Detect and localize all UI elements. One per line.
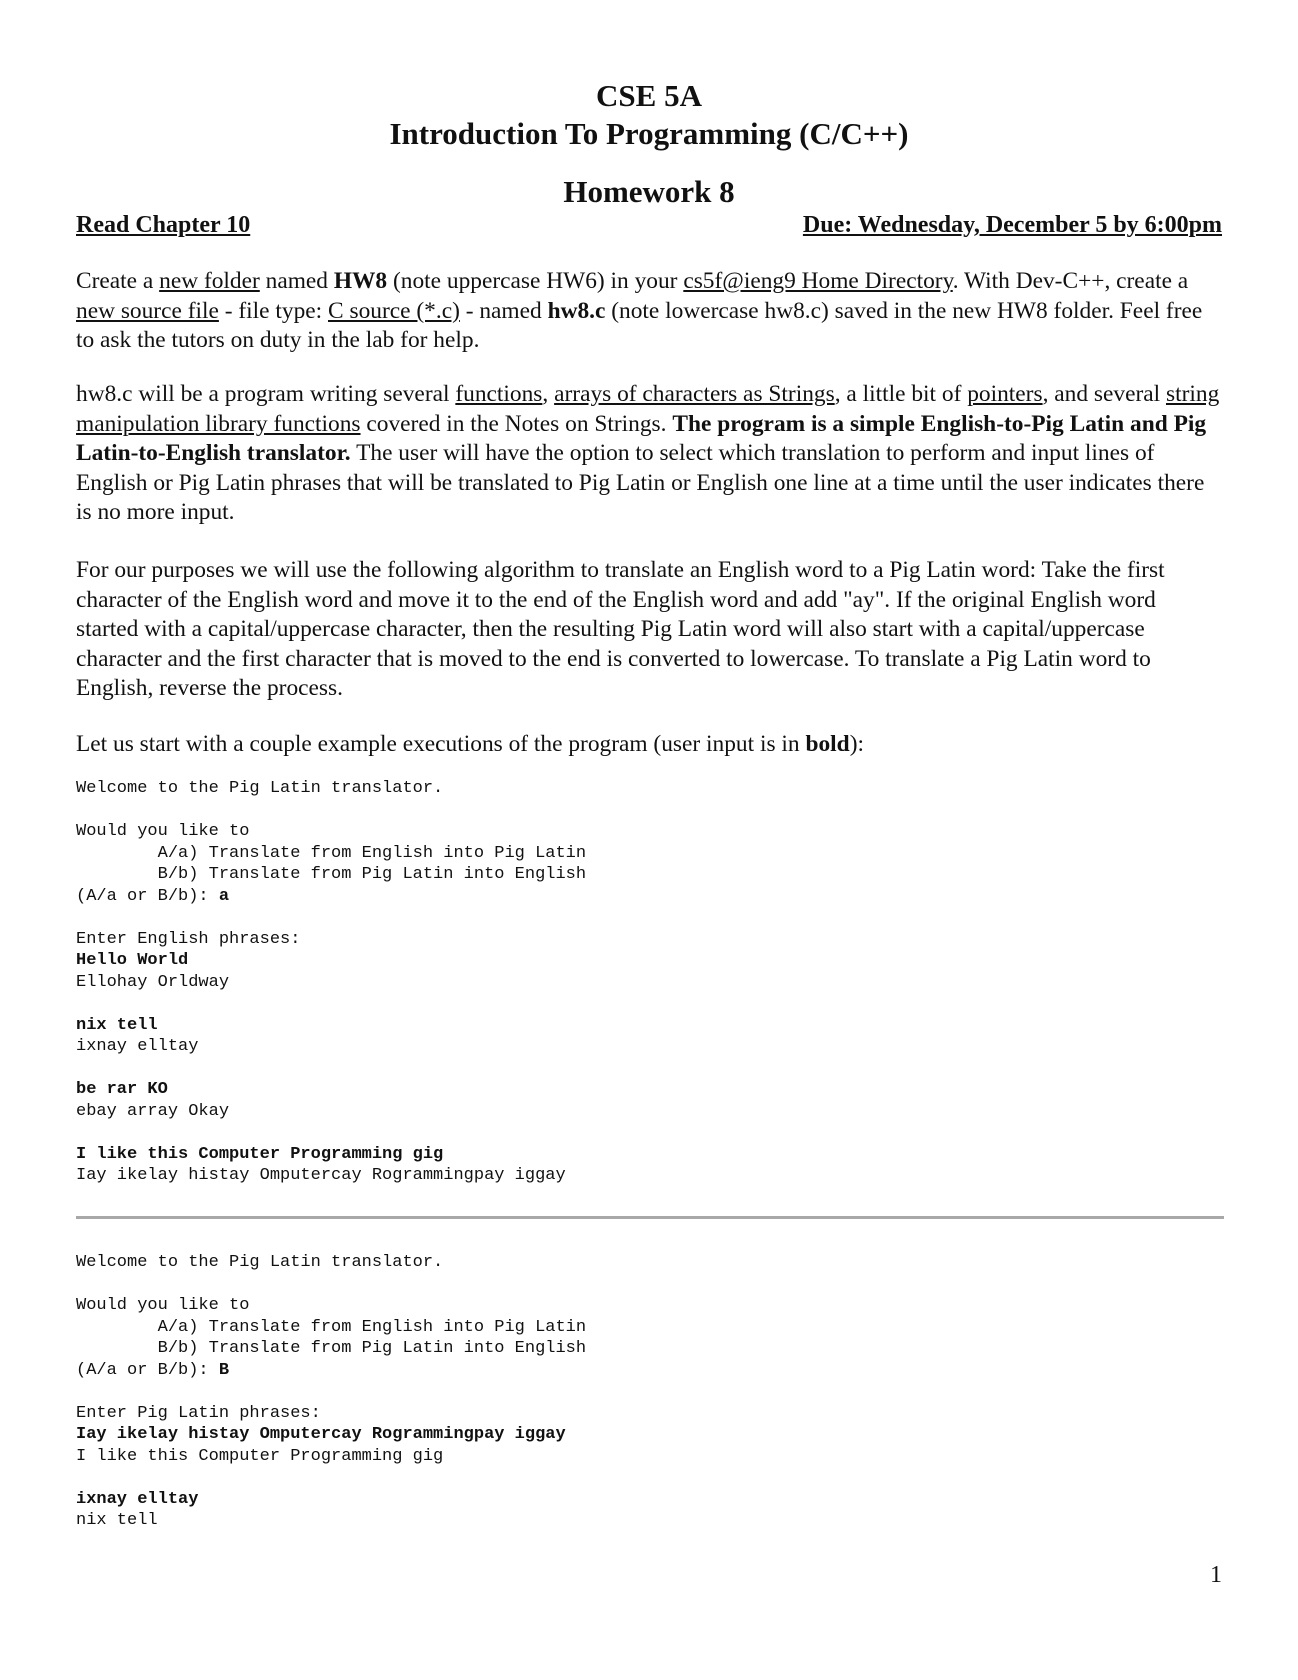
reading-assignment: Read Chapter 10 — [76, 212, 251, 238]
text-span: (note lowercase hw8.c) saved in the new HW8 folder. Feel free to ask the tutors on duty in the lab for help. — [76, 297, 1203, 354]
blank-line — [76, 1381, 586, 1403]
text-span: named — [259, 268, 334, 294]
page-number: 1 — [1210, 1562, 1222, 1588]
file-type-term: C source (*.c) — [328, 297, 460, 324]
file-name: hw8.c — [547, 297, 606, 324]
user-input-line: Iay ikelay histay Omputercay Rogrammingpay iggay — [76, 1425, 566, 1444]
due-date: Due: Wednesday, December 5 by 6:00pm — [802, 212, 1222, 238]
text-span: covered in the Notes on Strings. — [360, 410, 673, 437]
user-choice: a — [218, 886, 230, 906]
text-span: (note uppercase HW6) in your — [387, 268, 684, 294]
arrays-term: arrays of characters as Strings — [554, 381, 835, 407]
user-input-line: nix tell — [76, 1015, 158, 1035]
text-span: - named — [459, 297, 548, 324]
blank-line — [76, 1122, 586, 1144]
program-output-line: Welcome to the Pig Latin translator. — [76, 1253, 444, 1272]
home-directory-term: cs5f@ieng9 Home Directory — [683, 268, 953, 294]
blank-line — [76, 1274, 586, 1296]
text-span: The user will have the option to select which translation to perform and input lines of English or Pig Latin phrases that will be translated to Pig Latin or English one line at a time until the user indicates there is no more input. — [76, 440, 1205, 526]
program-output-line: Welcome to the Pig Latin translator. — [76, 779, 444, 798]
program-output-line: Iay ikelay histay Omputercay Rogrammingpay iggay — [76, 1166, 566, 1185]
text-span: . With Dev-C++, create a — [952, 268, 1189, 294]
new-source-file-term: new source file — [76, 297, 219, 324]
blank-line — [76, 1467, 586, 1489]
functions-term: functions — [455, 381, 543, 407]
text-span: , and several — [1042, 381, 1166, 407]
program-output-line: A/a) Translate from English into Pig Latin — [76, 843, 587, 863]
new-folder-term: new folder — [159, 268, 260, 294]
program-output-line: nix tell — [76, 1511, 158, 1530]
setup-paragraph — [76, 267, 1224, 356]
assignment-title: Homework 8 — [563, 174, 735, 209]
examples-intro-paragraph — [76, 730, 1224, 760]
program-output-line: Ellohay Orldway — [76, 972, 230, 992]
user-input-line: I like this Computer Programming gig — [76, 1144, 444, 1164]
program-output-line: (A/a or B/b): a — [76, 886, 230, 906]
program-output-line: Would you like to — [76, 1296, 250, 1315]
program-output-line: Enter Pig Latin phrases: — [76, 1403, 321, 1423]
program-output-line: B/b) Translate from Pig Latin into English — [76, 1339, 587, 1358]
course-title: Introduction To Programming (C/C++) — [389, 116, 909, 151]
folder-name: HW8 — [333, 268, 388, 294]
bold-word: bold — [805, 731, 850, 757]
program-output-line: Enter English phrases: — [76, 929, 301, 949]
program-output-line: ebay array Okay — [76, 1101, 230, 1121]
user-input-line: ixnay elltay — [76, 1489, 199, 1509]
user-input-line: Hello World — [76, 951, 189, 970]
program-output-line: I like this Computer Programming gig — [76, 1446, 444, 1466]
text-span: , a little bit of — [834, 381, 968, 407]
pointers-term: pointers — [967, 381, 1043, 407]
course-code: CSE 5A — [596, 78, 702, 113]
program-output-line: B/b) Translate from Pig Latin into English — [76, 865, 587, 884]
text-span: Let us start with a couple example executions of the program (user input is in — [76, 731, 806, 757]
text-span: - file type: — [218, 297, 329, 324]
blank-line — [76, 1058, 586, 1080]
text-span: Create a — [76, 268, 160, 294]
text-span: ): — [849, 731, 864, 757]
string-library-term: string manipulation library functions — [76, 381, 1220, 437]
example-run-english-to-pig-latin — [76, 778, 586, 1187]
algorithm-paragraph: For our purposes we will use the following algorithm to translate an English word to a Pig Latin word: Take the first character of the English word and move it to the end of the English word and add "ay". If the original English word started with a capital/uppercase character, then the resulting Pig Latin word will also start with a capital/uppercase character and the first character that is moved to the end is converted to lowercase. To translate a Pig Latin word to English, reverse the process. — [76, 557, 1165, 702]
blank-line — [76, 993, 586, 1015]
program-output-line: A/a) Translate from English into Pig Latin — [76, 1317, 587, 1337]
program-output-line: Would you like to — [76, 822, 250, 841]
program-output-line: ixnay elltay — [76, 1037, 199, 1056]
program-summary: The program is a simple English-to-Pig Latin and Pig Latin-to-English translator. — [76, 410, 1207, 467]
text-span: , — [542, 381, 555, 407]
program-output-line: (A/a or B/b): B — [76, 1360, 230, 1380]
user-input-line: be rar KO — [76, 1080, 168, 1099]
text-span: hw8.c will be a program writing several — [76, 381, 456, 407]
blank-line — [76, 800, 586, 822]
program-description-paragraph — [76, 380, 1224, 528]
section-divider — [76, 1216, 1224, 1219]
blank-line — [76, 907, 586, 929]
example-run-pig-latin-to-english — [76, 1252, 586, 1532]
user-choice: B — [218, 1360, 230, 1380]
